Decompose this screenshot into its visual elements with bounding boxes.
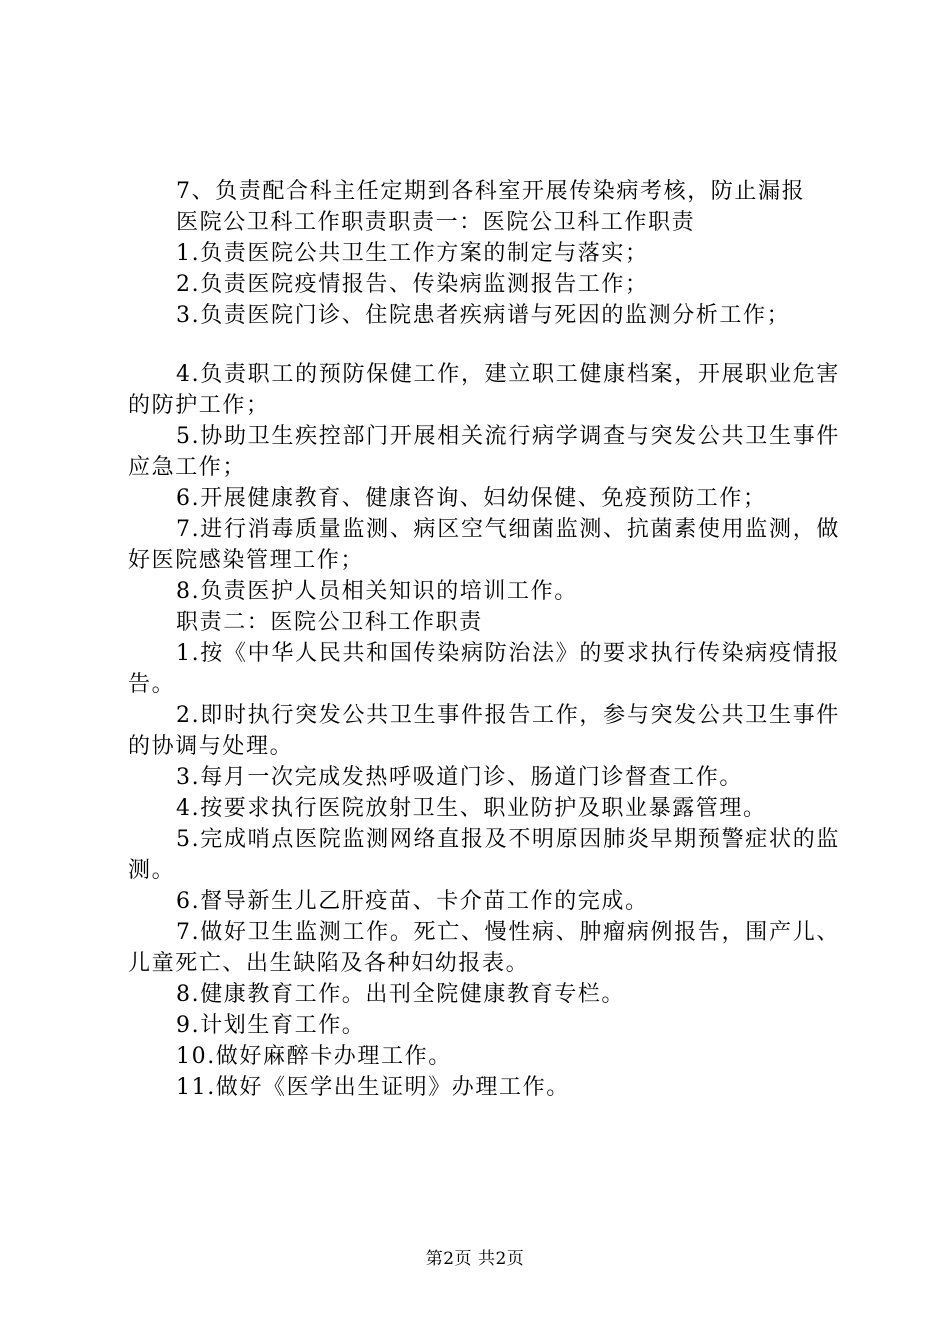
- paragraph-15: 4.按要求执行医院放射卫生、职业防护及职业暴露管理。: [176, 796, 767, 821]
- paragraph-21: 10.做好麻醉卡办理工作。: [176, 1044, 452, 1069]
- paragraph-2: 医院公卫科工作职责职责一：医院公卫科工作职责: [176, 210, 696, 235]
- paragraph-11: 职责二：医院公卫科工作职责: [176, 610, 483, 635]
- paragraph-13: 2.即时执行突发公共卫生事件报告工作，参与突发公共卫生事件的协调与处理。: [128, 703, 840, 759]
- paragraph-3: 1.负责医院公共卫生工作方案的制定与落实；: [176, 241, 649, 266]
- document-body: [128, 176, 840, 1103]
- paragraph-17: 6.督导新生儿乙肝疫苗、卡介苗工作的完成。: [176, 889, 649, 914]
- paragraph-20: 9.计划生育工作。: [176, 1013, 366, 1038]
- paragraph-1: 7、负责配合科主任定期到各科室开展传染病考核，防止漏报: [176, 179, 806, 204]
- paragraph-22: 11.做好《医学出生证明》办理工作。: [176, 1075, 570, 1100]
- paragraph-9: 7.进行消毒质量监测、病区空气细菌监测、抗菌素使用监测，做好医院感染管理工作；: [128, 517, 840, 573]
- page-footer: 第2页 共2页: [425, 1249, 525, 1269]
- paragraph-19: 8.健康教育工作。出刊全院健康教育专栏。: [176, 982, 625, 1007]
- paragraph-18: 7.做好卫生监测工作。死亡、慢性病、肿瘤病例报告，围产儿、儿童死亡、出生缺陷及各种妇幼报表。: [128, 920, 840, 976]
- paragraph-12: 1.按《中华人民共和国传染病防治法》的要求执行传染病疫情报告。: [128, 641, 840, 697]
- paragraph-16: 5.完成哨点医院监测网络直报及不明原因肺炎早期预警症状的监测。: [128, 827, 840, 883]
- paragraph-7: 5.协助卫生疾控部门开展相关流行病学调查与突发公共卫生事件应急工作；: [128, 424, 840, 480]
- blank-line: [128, 331, 840, 359]
- paragraph-6: 4.负责职工的预防保健工作，建立职工健康档案，开展职业危害的防护工作；: [128, 362, 840, 418]
- paragraph-14: 3.每月一次完成发热呼吸道门诊、肠道门诊督查工作。: [176, 765, 743, 790]
- paragraph-5: 3.负责医院门诊、住院患者疾病谱与死因的监测分析工作；: [176, 303, 791, 328]
- paragraph-8: 6.开展健康教育、健康咨询、妇幼保健、免疫预防工作；: [176, 486, 767, 511]
- paragraph-10: 8.负责医护人员相关知识的培训工作。: [176, 579, 578, 604]
- paragraph-4: 2.负责医院疫情报告、传染病监测报告工作；: [176, 272, 649, 297]
